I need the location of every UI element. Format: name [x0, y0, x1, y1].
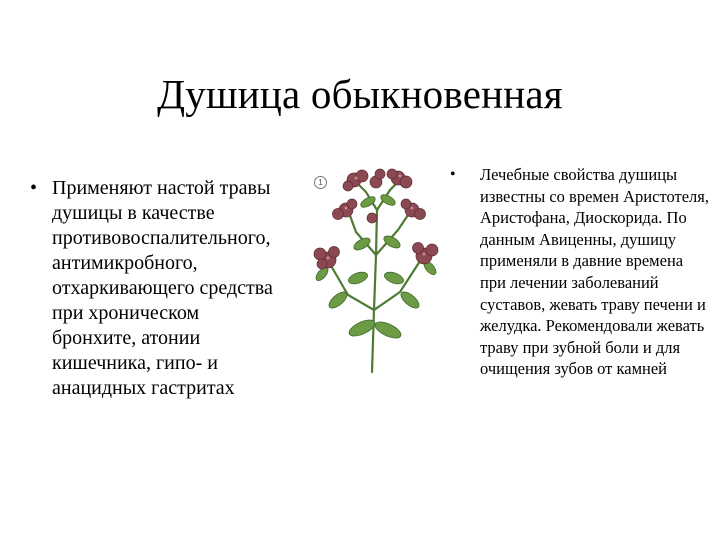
- right-bullet-text: Лечебные свойства душицы известны со времен Аристотеля, Аристофана, Диоскорида. По данным Авиценны, душицу применяли в давние времена при лечении заболеваний суставов, жевать траву печени и желудка. Рекомендовали жевать траву при зубной боли и для очищения зубов от камней: [480, 165, 709, 379]
- bullet-marker: •: [450, 166, 456, 183]
- left-bullet: [30, 176, 280, 401]
- slide-title: Душица обыкновенная: [157, 71, 563, 117]
- left-bullet-text: Применяют настой травы душицы в качестве противовоспалительного, антимикробного, отхаркивающего средства при хроническом бронхите, атонии кишечника, гипо- и анацидных гастритах: [52, 177, 273, 399]
- right-bullet: [450, 164, 712, 380]
- figure-number: 1: [314, 176, 327, 189]
- oregano-plant-illustration: [300, 160, 450, 380]
- bullet-marker: •: [30, 177, 38, 199]
